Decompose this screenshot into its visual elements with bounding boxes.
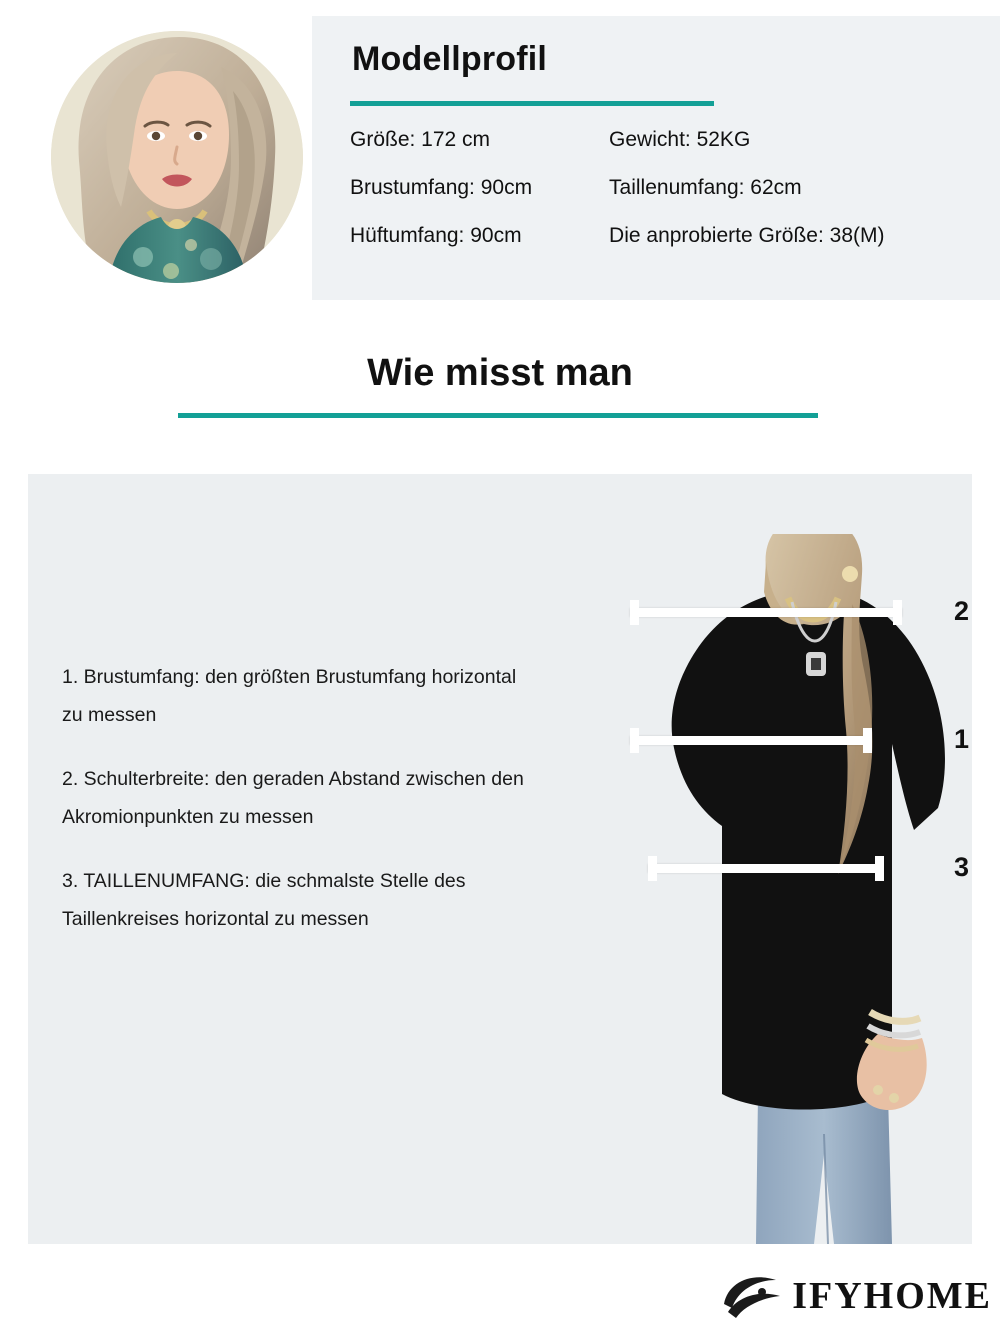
spec-hip: Hüftumfang: 90cm bbox=[350, 224, 522, 247]
instruction-waist: 3. TAILLENUMFANG: die schmalste Stelle des Taillenkreises horizontal zu messen bbox=[62, 870, 466, 930]
shoulder-width-bar bbox=[630, 608, 902, 617]
brand-logo bbox=[718, 1270, 992, 1322]
page-title: Wie misst man bbox=[367, 352, 633, 394]
instruction-shoulder: 2. Schulterbreite: den geraden Abstand zwischen den Akromionpunkten zu messen bbox=[62, 768, 524, 828]
spec-height: Größe: 172 cm bbox=[350, 128, 491, 151]
spec-weight: Gewicht: 52KG bbox=[609, 128, 751, 151]
avatar-portrait-icon bbox=[51, 31, 303, 283]
marker-2: 2 bbox=[954, 596, 970, 626]
table-row bbox=[350, 128, 990, 176]
waist-bar bbox=[648, 864, 884, 873]
spec-waist: Taillenumfang: 62cm bbox=[609, 176, 802, 199]
spec-bust: Brustumfang: 90cm bbox=[350, 176, 533, 199]
swoosh-icon bbox=[718, 1270, 784, 1322]
brand-name: IFYHOME bbox=[792, 1275, 992, 1317]
measurement-panel bbox=[28, 474, 972, 1244]
model-wearing-top-illustration bbox=[638, 534, 972, 1244]
profile-title: Modellprofil bbox=[352, 40, 548, 78]
section-heading-underline bbox=[178, 413, 818, 418]
profile-spec-grid bbox=[350, 128, 990, 272]
model-profile-section bbox=[0, 0, 1000, 310]
model-photo bbox=[638, 534, 972, 1244]
spec-size-worn: Die anprobierte Größe: 38(M) bbox=[609, 224, 885, 247]
marker-1: 1 bbox=[954, 724, 970, 754]
bust-bar bbox=[630, 736, 872, 745]
measurement-instructions bbox=[62, 658, 532, 964]
marker-3: 3 bbox=[954, 852, 970, 882]
table-row bbox=[350, 224, 990, 272]
profile-title-underline bbox=[350, 101, 714, 106]
table-row bbox=[350, 176, 990, 224]
avatar bbox=[48, 28, 306, 286]
instruction-bust: 1. Brustumfang: den größten Brustumfang horizontal zu messen bbox=[62, 666, 517, 726]
